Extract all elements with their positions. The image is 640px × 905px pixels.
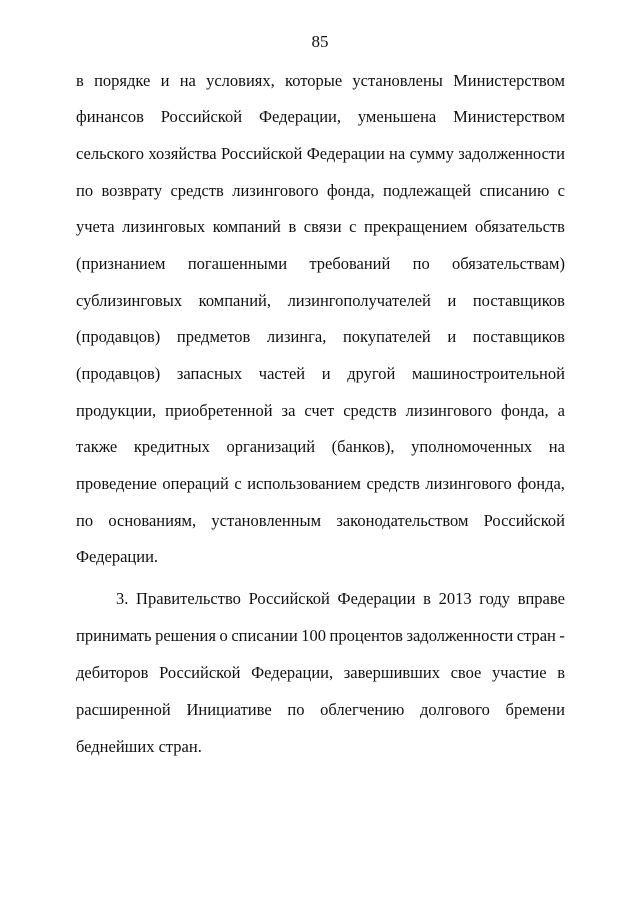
word: законодательством — [336, 511, 469, 530]
text-line — [76, 70, 565, 92]
word: (продавцов) — [76, 327, 161, 346]
word: сумму — [409, 144, 454, 163]
word: учета — [76, 217, 115, 236]
word: участие — [492, 663, 547, 682]
word: другой — [347, 364, 396, 383]
text-line — [76, 363, 565, 385]
word: Российской — [160, 107, 243, 126]
word: Федерации — [306, 144, 385, 163]
text-line — [76, 625, 565, 647]
word: фонда, — [326, 181, 375, 200]
word: основаниям, — [108, 511, 197, 530]
word: фонда, — [517, 474, 565, 493]
word: фонда, — [501, 401, 549, 420]
word: установленным — [211, 511, 322, 530]
word: уменьшена — [357, 107, 437, 126]
word: 100 — [301, 626, 326, 645]
word: проведение — [76, 474, 157, 493]
word: в — [288, 217, 297, 236]
word: средств — [170, 181, 224, 200]
text-line — [76, 143, 565, 165]
word: Министерством — [453, 107, 565, 126]
word: продукции, — [76, 401, 157, 420]
word: кредитных — [133, 437, 210, 456]
text-line — [76, 180, 565, 202]
word: лизингового — [232, 181, 319, 200]
text-line: беднейших стран. — [76, 737, 202, 756]
word: на — [548, 437, 565, 456]
word: сублизинговых — [76, 291, 183, 310]
word: машиностроительной — [412, 364, 565, 383]
word: Российской — [159, 663, 241, 682]
word: приобретенной — [165, 401, 273, 420]
text-line — [76, 436, 565, 458]
word: и — [447, 327, 457, 346]
word: Инициативе — [186, 700, 272, 719]
word: с — [349, 217, 357, 236]
word: в — [76, 71, 84, 90]
page-number: 85 — [311, 32, 329, 51]
word: лизинга, — [266, 327, 327, 346]
word: компаний — [212, 217, 281, 236]
word: покупателей — [342, 327, 431, 346]
word: - — [559, 626, 565, 645]
word: обязательствам) — [452, 254, 565, 273]
word: принимать — [76, 626, 152, 645]
word: и — [321, 364, 331, 383]
word: лизингополучателей — [287, 291, 431, 310]
text-line — [76, 326, 565, 348]
word: в — [557, 663, 565, 682]
word: связи — [303, 217, 342, 236]
text-line — [76, 699, 565, 721]
word: свое — [450, 663, 482, 682]
word: поставщиков — [472, 327, 565, 346]
word: операций — [162, 474, 229, 493]
word: с — [234, 474, 242, 493]
word: использованием — [247, 474, 361, 493]
word: а — [557, 401, 565, 420]
word: по — [412, 254, 430, 273]
word: Правительство — [136, 589, 241, 608]
word: порядке — [94, 71, 151, 90]
word: Федерации, — [258, 107, 342, 126]
word: в — [423, 589, 431, 608]
word: задолженности — [406, 626, 514, 645]
word: списанию — [479, 181, 550, 200]
word: условиях, — [206, 71, 275, 90]
word: установлены — [352, 71, 443, 90]
word: лизингового — [425, 474, 512, 493]
word: Министерством — [453, 71, 565, 90]
word: Российской — [248, 589, 330, 608]
word: погашенными — [187, 254, 288, 273]
word: Федерации, — [251, 663, 334, 682]
word: 2013 — [438, 589, 472, 608]
word: средств — [343, 401, 397, 420]
text-line: Федерации. — [76, 547, 159, 566]
word: завершивших — [343, 663, 440, 682]
word: сельского — [76, 144, 144, 163]
word: Российской — [221, 144, 303, 163]
word: Федерации — [337, 589, 416, 608]
text-line — [116, 588, 565, 610]
word: о — [219, 626, 228, 645]
word: по — [76, 181, 94, 200]
text-line — [76, 473, 565, 495]
text-line — [76, 400, 565, 422]
word: средств — [366, 474, 420, 493]
text-line — [76, 253, 565, 275]
word: финансов — [76, 107, 144, 126]
word: лизингового — [405, 401, 493, 420]
word: возврату — [101, 181, 163, 200]
word: решения — [155, 626, 216, 645]
word: уполномоченных — [411, 437, 533, 456]
word: частей — [258, 364, 306, 383]
text-line — [76, 106, 565, 128]
word: предметов — [176, 327, 251, 346]
word: (продавцов) — [76, 364, 161, 383]
word: счет — [304, 401, 335, 420]
text-line — [76, 510, 565, 532]
word: прекращением — [364, 217, 468, 236]
text-line — [76, 662, 565, 684]
word: подлежащей — [382, 181, 472, 200]
word: облегчению — [320, 700, 405, 719]
word: за — [281, 401, 296, 420]
word: организаций — [226, 437, 316, 456]
text-line — [76, 216, 565, 238]
word: по — [287, 700, 305, 719]
word: требований — [309, 254, 391, 273]
word: процентов — [329, 626, 403, 645]
word: на — [179, 71, 196, 90]
word: которые — [285, 71, 343, 90]
word: по — [76, 511, 94, 530]
word: вправе — [517, 589, 565, 608]
word: и — [447, 291, 457, 310]
word: году — [479, 589, 511, 608]
word: на — [389, 144, 406, 163]
word: лизинговых — [122, 217, 206, 236]
word: также — [76, 437, 118, 456]
word: задолженности — [458, 144, 565, 163]
word: (банков), — [331, 437, 395, 456]
word: хозяйства — [148, 144, 217, 163]
word: 3. — [116, 589, 129, 608]
word: Российской — [483, 511, 565, 530]
word: расширенной — [76, 700, 171, 719]
word: стран — [516, 626, 556, 645]
word: бремени — [505, 700, 565, 719]
word: и — [160, 71, 170, 90]
word: списании — [231, 626, 298, 645]
word: дебиторов — [76, 663, 149, 682]
word: (признанием — [76, 254, 166, 273]
word: компаний, — [198, 291, 271, 310]
word: обязательств — [475, 217, 565, 236]
text-line — [76, 290, 565, 312]
word: запасных — [176, 364, 243, 383]
word: с — [557, 181, 565, 200]
word: поставщиков — [472, 291, 565, 310]
word: долгового — [420, 700, 490, 719]
